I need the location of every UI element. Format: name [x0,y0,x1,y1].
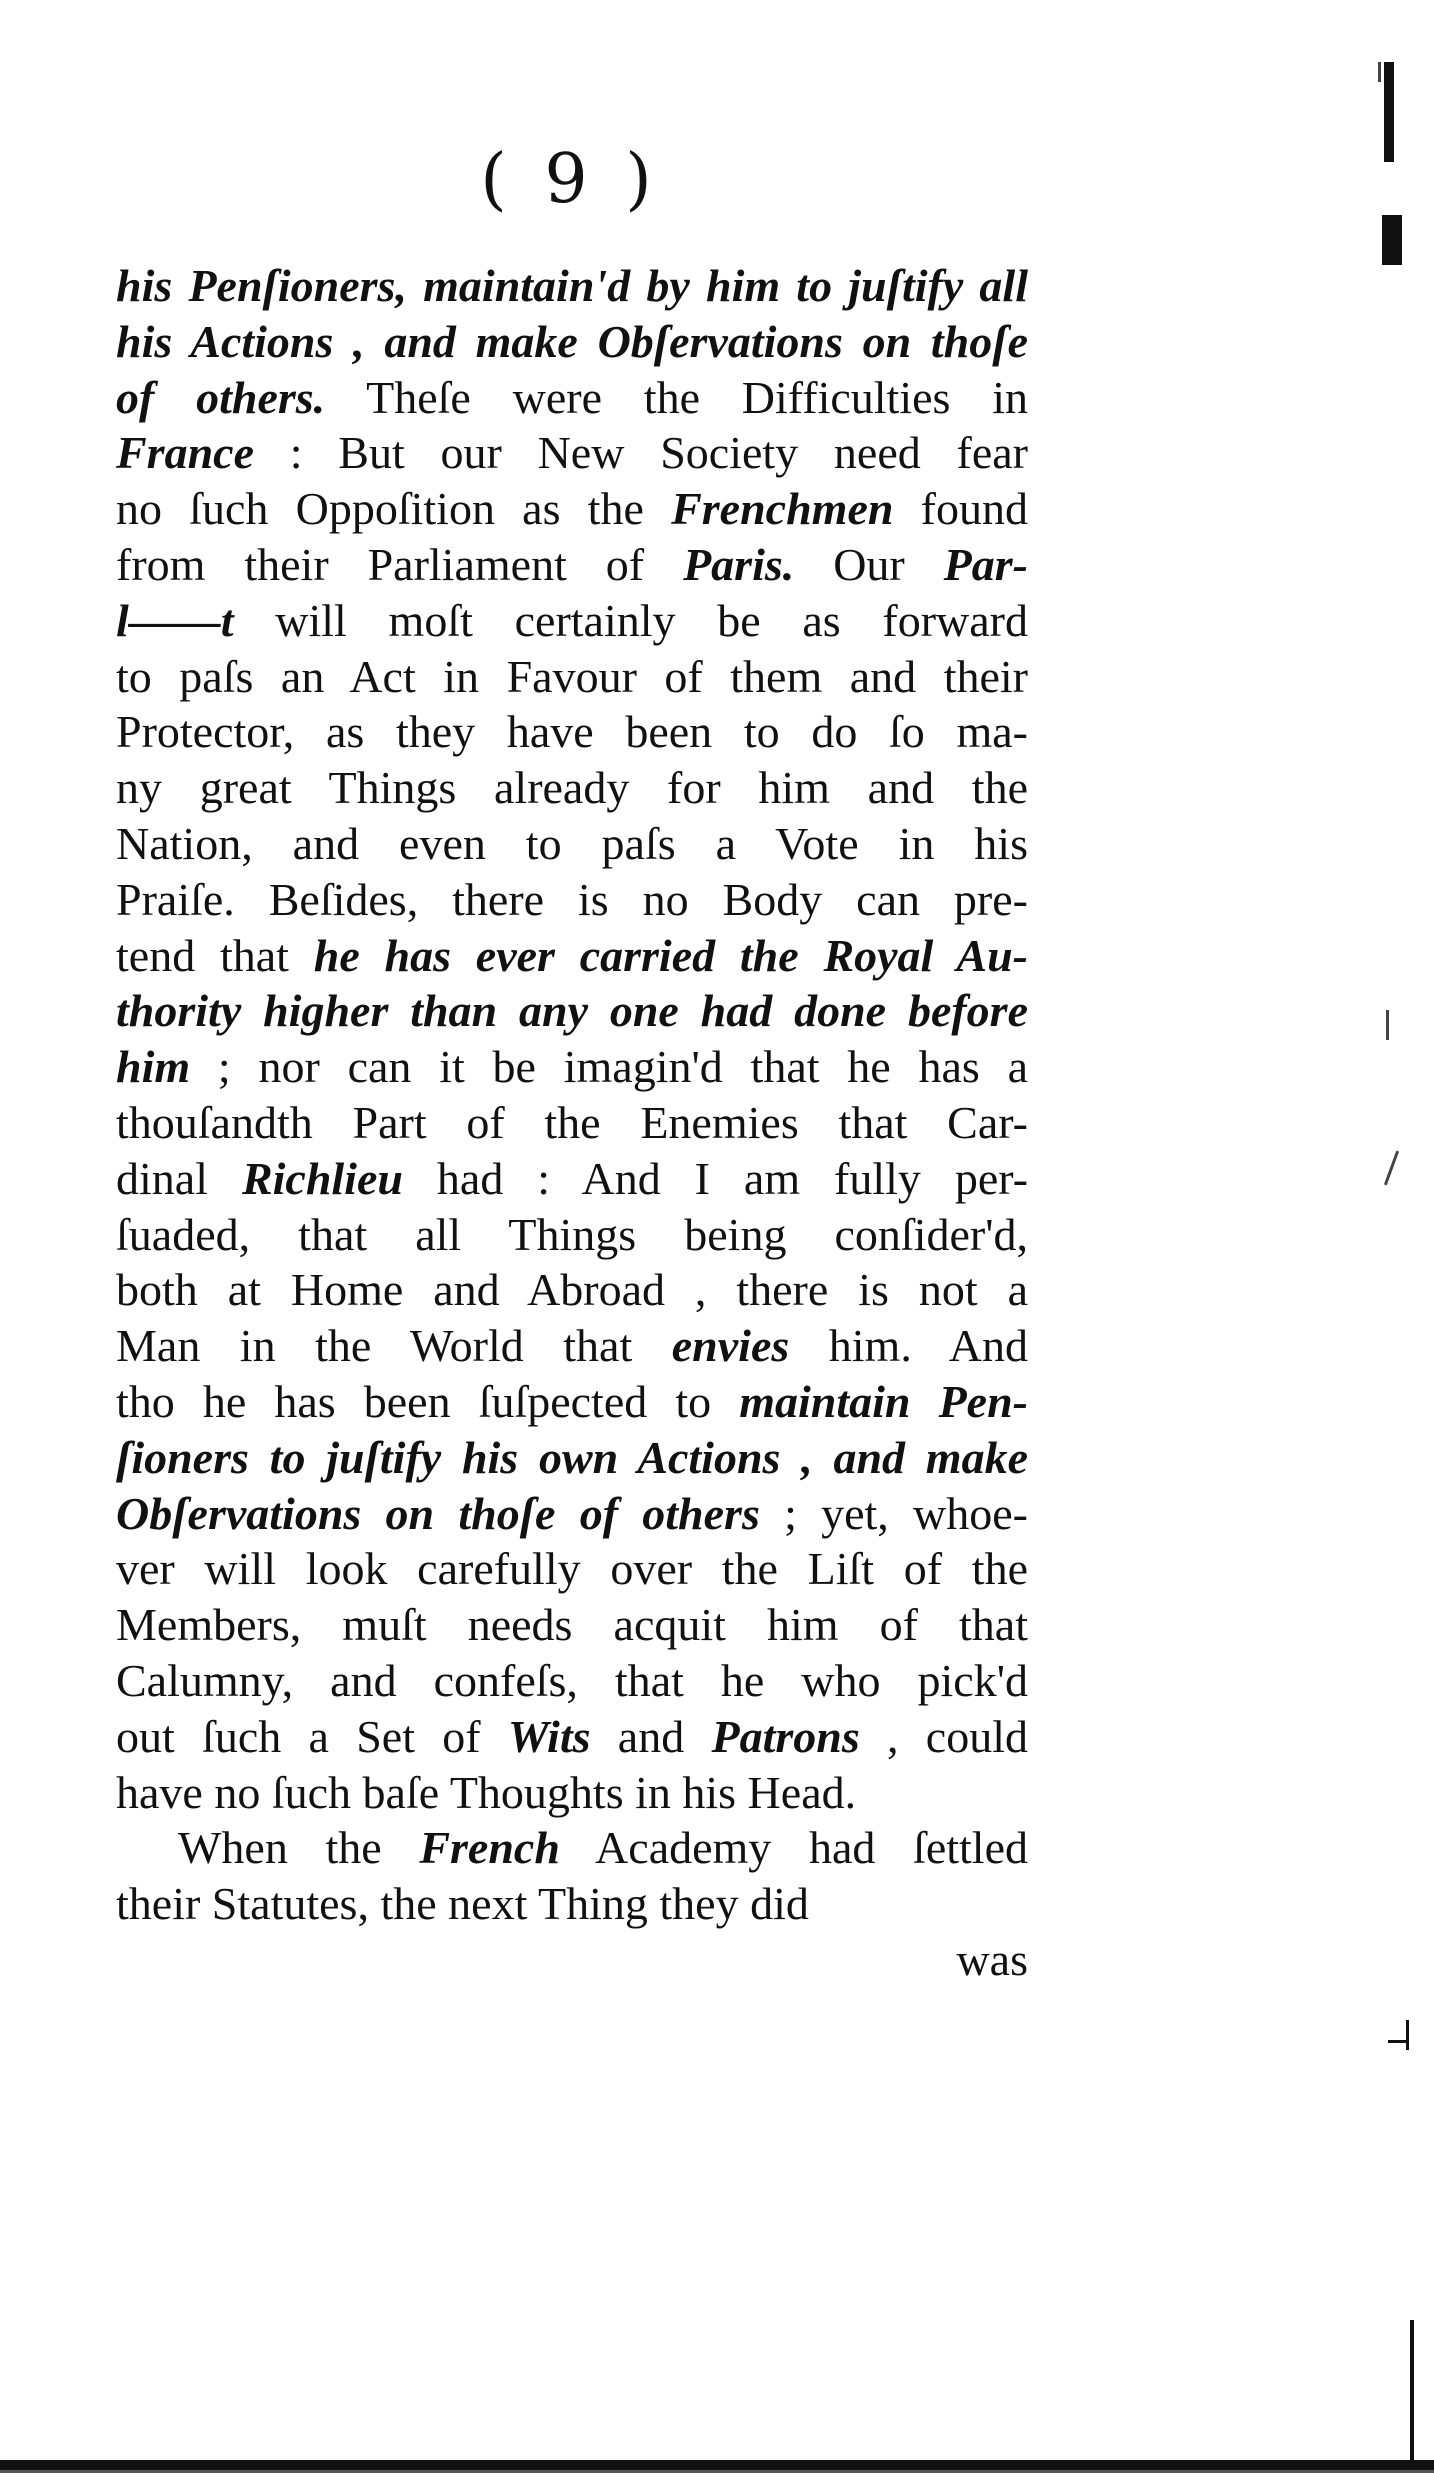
text-run: will moſt certainly be as forward [233,594,1028,646]
text-run: ny great Things already for him and the [116,762,1028,814]
italic-run: envies [671,1320,790,1372]
text-run: ver will look carefully over the Liſt of the [116,1543,1028,1595]
italic-run: Richlieu [241,1152,403,1204]
scan-artifact [1382,215,1402,265]
text-line [116,425,1028,481]
text-run: Man in the World that [116,1320,672,1372]
bottom-rule [0,2460,1434,2470]
text-run: tho he has been ſuſpected to [116,1375,740,1427]
scan-artifact [1406,2020,1409,2050]
text-run: Nation, and even to paſs a Vote in his [116,817,1028,869]
italic-run: Wits [507,1710,591,1762]
text-line [116,704,1028,760]
text-run: ſuaded, that all Things being conſider'd, [116,1208,1028,1260]
text-line [116,314,1028,370]
text-run: both at Home and Abroad , there is not a [116,1264,1028,1316]
text-run: Academy had ſettled [559,1822,1028,1874]
text-line [116,816,1028,872]
text-run: thouſandth Part of the Enemies that Car- [116,1096,1028,1148]
bottom-rule [0,2470,1434,2473]
text-line [116,1039,1028,1095]
italic-run: he has ever carried the Royal Au- [313,929,1028,981]
text-run: Members, muſt needs acquit him of that [116,1599,1028,1651]
text-line [116,370,1028,426]
page-number: ( 9 ) [480,140,660,219]
text-run: out ſuch a Set of [116,1710,508,1762]
text-line [116,1597,1028,1653]
text-run: , could [859,1710,1028,1762]
text-line [116,1207,1028,1263]
text-line [116,1541,1028,1597]
text-run: and [590,1710,712,1762]
catchword: was [956,1933,1028,1985]
italic-run: l——t [116,594,234,646]
text-run: Praiſe. Beſides, there is no Body can pre- [116,873,1028,925]
italic-run: France [116,427,254,479]
text-line [116,872,1028,928]
italic-run: French [419,1822,560,1874]
text-run: their Statutes, the next Thing they did [116,1878,809,1930]
italic-run: his Penſioners, maintain'd by him to juſtify all [116,260,1028,311]
text-line [116,1374,1028,1430]
text-line [116,983,1028,1039]
body-text [116,258,1028,1988]
text-run: dinal [116,1152,242,1204]
text-line [116,1095,1028,1151]
text-run: found [893,483,1028,535]
text-line [116,593,1028,649]
italic-run: thority higher than any one had done before [116,985,1028,1037]
text-line [116,481,1028,537]
text-run: him. And [789,1320,1028,1372]
italic-run: maintain Pen- [739,1375,1028,1427]
text-line [116,1318,1028,1374]
italic-run: Obſervations on thoſe of others [116,1487,760,1539]
text-run: Our [794,538,944,590]
scan-artifact [1410,2320,1414,2470]
italic-run: him [116,1041,191,1093]
text-line [116,1430,1028,1486]
text-run: had : And I am fully per- [402,1152,1029,1204]
italic-run: Paris. [683,538,795,590]
text-line [116,1151,1028,1207]
text-line [116,760,1028,816]
text-line [116,1653,1028,1709]
scan-artifact [1388,2040,1408,2043]
text-run: ; nor can it be imagin'd that he has a [190,1041,1028,1093]
text-line [116,1486,1028,1542]
italic-run: his Actions , and make Obſervations on thoſe [116,315,1028,367]
scan-artifact [1386,1010,1389,1040]
text-run: Calumny, and confeſs, that he who pick'd [116,1654,1028,1706]
text-line [116,1262,1028,1318]
scan-artifact [1378,62,1381,82]
text-run: ; yet, whoe- [759,1487,1029,1539]
text-run: When the [178,1822,420,1874]
text-line [116,649,1028,705]
text-run: Theſe were the Difficulties in [325,371,1028,423]
text-line [116,1709,1028,1765]
text-line [116,1820,1028,1876]
italic-run: of others. [116,371,326,423]
text-run: tend that [116,929,314,981]
text-line [116,537,1028,593]
scan-artifact [1384,62,1394,162]
italic-run: Patrons [711,1710,860,1762]
text-line [116,928,1028,984]
italic-run: Par- [943,538,1028,590]
text-run: Protector, as they have been to do ſo ma- [116,706,1028,758]
text-run: no ſuch Oppoſition as the [116,483,672,535]
text-line [116,1876,1028,1932]
text-run: from their Parliament of [116,538,684,590]
italic-run: ſioners to juſtify his own Actions , and make [116,1431,1028,1483]
scan-artifact [1384,1151,1399,1186]
text-line [116,258,1028,314]
text-run: : But our New Society need fear [254,427,1028,479]
text-line [116,1765,1028,1821]
italic-run: Frenchmen [671,483,894,535]
text-run: to paſs an Act in Favour of them and their [116,650,1028,702]
text-run: have no ſuch baſe Thoughts in his Head. [116,1766,857,1818]
